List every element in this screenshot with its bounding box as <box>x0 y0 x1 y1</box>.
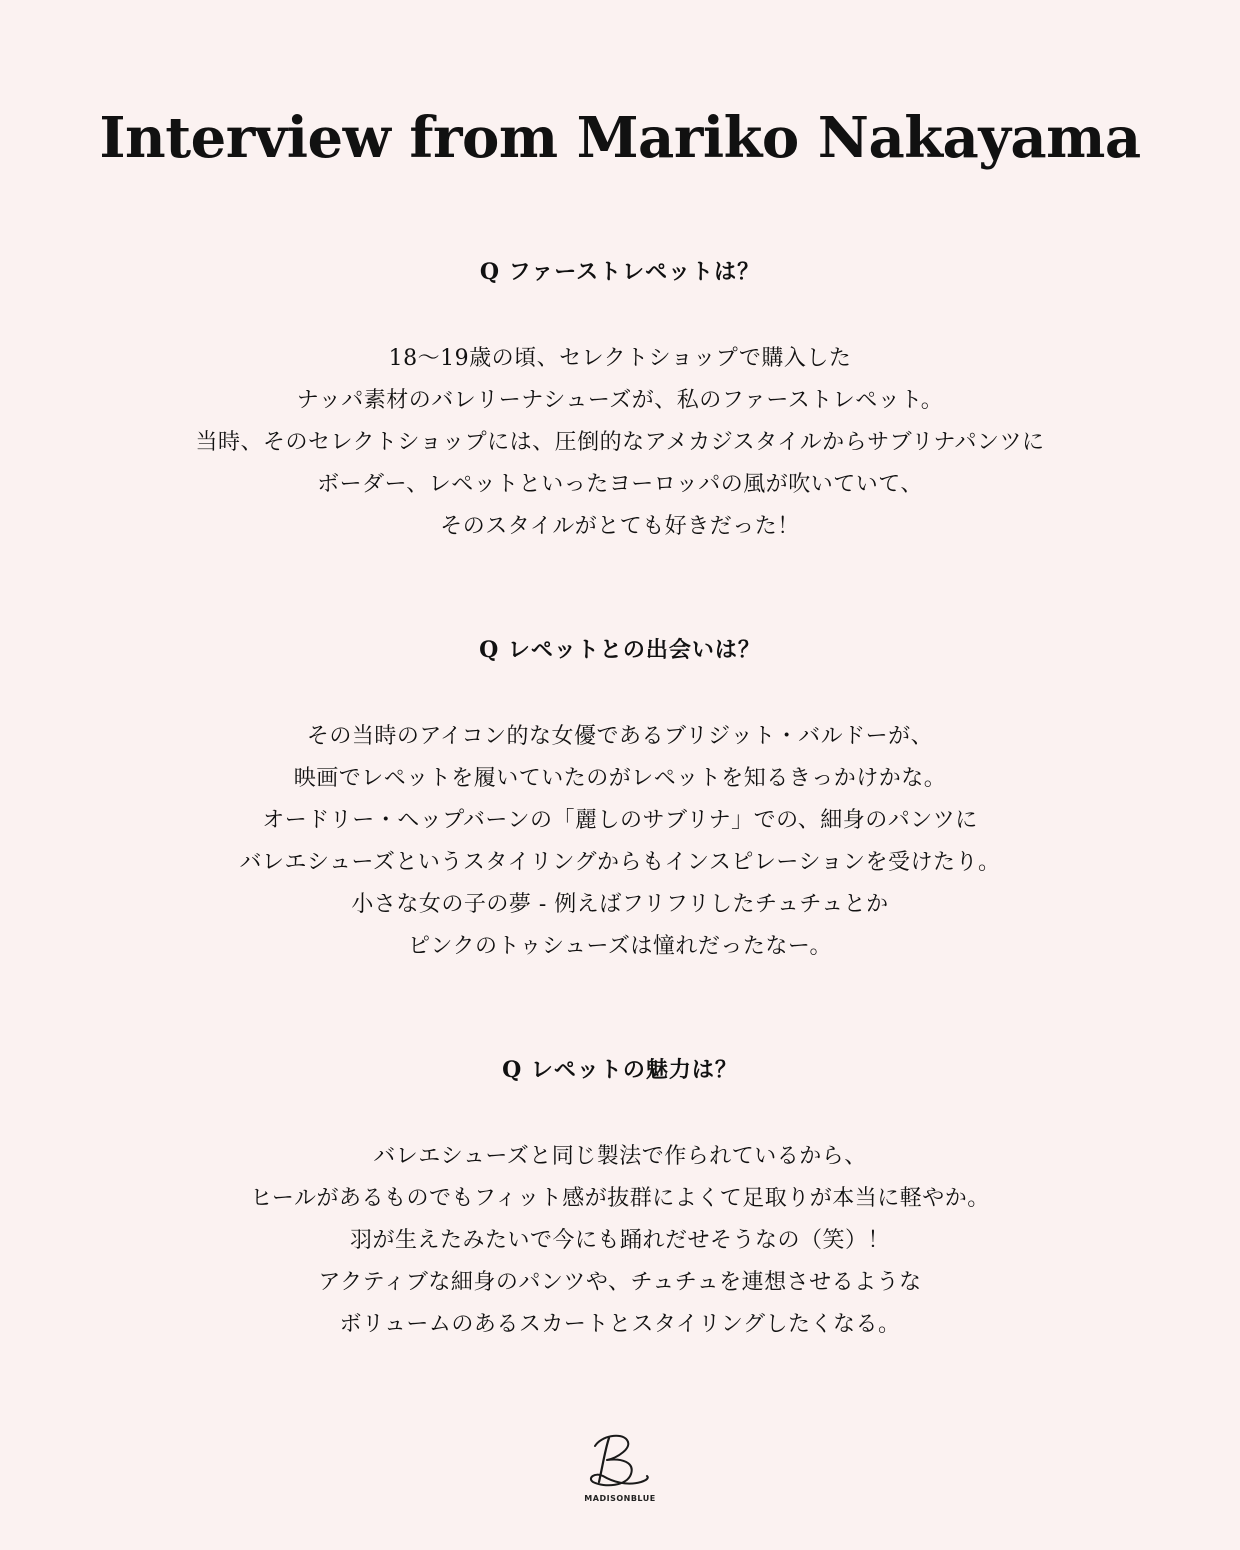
question-heading: Q ファーストレペットは？ <box>479 259 761 285</box>
question-heading: Q レペットの魅力は？ <box>502 1057 738 1083</box>
answer-line: ナッパ素材のバレリーナシューズが、私のファーストレペット。 <box>296 388 944 413</box>
answer-line: バレエシューズと同じ製法で作られているから、 <box>373 1144 867 1169</box>
answer-line: その当時のアイコン的な女優であるブリジット・バルドーが、 <box>306 724 934 749</box>
qa-section-appeal <box>60 1054 1180 1346</box>
answer-line: ボーダー、レペットといったヨーロッパの風が吹いていて、 <box>317 472 923 497</box>
answer-text <box>60 716 1180 968</box>
answer-line: 映画でレペットを履いていたのがレペットを知るきっかけかな。 <box>293 766 947 791</box>
answer-line: そのスタイルがとても好きだった！ <box>440 514 800 539</box>
brand-logo-text: MADISONBLUE <box>584 1494 656 1503</box>
answer-line: 当時、そのセレクトショップには、圧倒的なアメカジスタイルからサブリナパンツに <box>195 430 1045 455</box>
answer-line: 小さな女の子の夢 - 例えばフリフリしたチュチュとか <box>351 892 889 917</box>
qa-section-first-repetto <box>60 256 1180 548</box>
answer-text <box>60 338 1180 548</box>
brand-logo <box>570 1432 670 1512</box>
question-heading: Q レペットとの出会いは？ <box>479 637 761 663</box>
answer-line: バレエシューズというスタイリングからもインスピレーションを受けたり。 <box>239 850 1001 875</box>
answer-line: ピンクのトゥシューズは憧れだったなー。 <box>407 934 833 959</box>
answer-text <box>60 1136 1180 1346</box>
answer-line: アクティブな細身のパンツや、チュチュを連想させるような <box>318 1270 922 1295</box>
page-title: Interview from Mariko Nakayama <box>99 105 1141 171</box>
answer-line: 18〜19歳の頃、セレクトショップで購入した <box>388 346 852 371</box>
answer-line: オードリー・ヘップバーンの「麗しのサブリナ」での、細身のパンツに <box>262 808 978 833</box>
answer-line: ボリュームのあるスカートとスタイリングしたくなる。 <box>339 1312 901 1337</box>
answer-line: ヒールがあるものでもフィット感が抜群によくて足取りが本当に軽やか。 <box>250 1186 990 1211</box>
answer-line: 羽が生えたみたいで今にも踊れだせそうなの（笑）！ <box>349 1228 890 1253</box>
script-b-logo-icon <box>587 1432 653 1494</box>
qa-section-encounter <box>60 634 1180 968</box>
